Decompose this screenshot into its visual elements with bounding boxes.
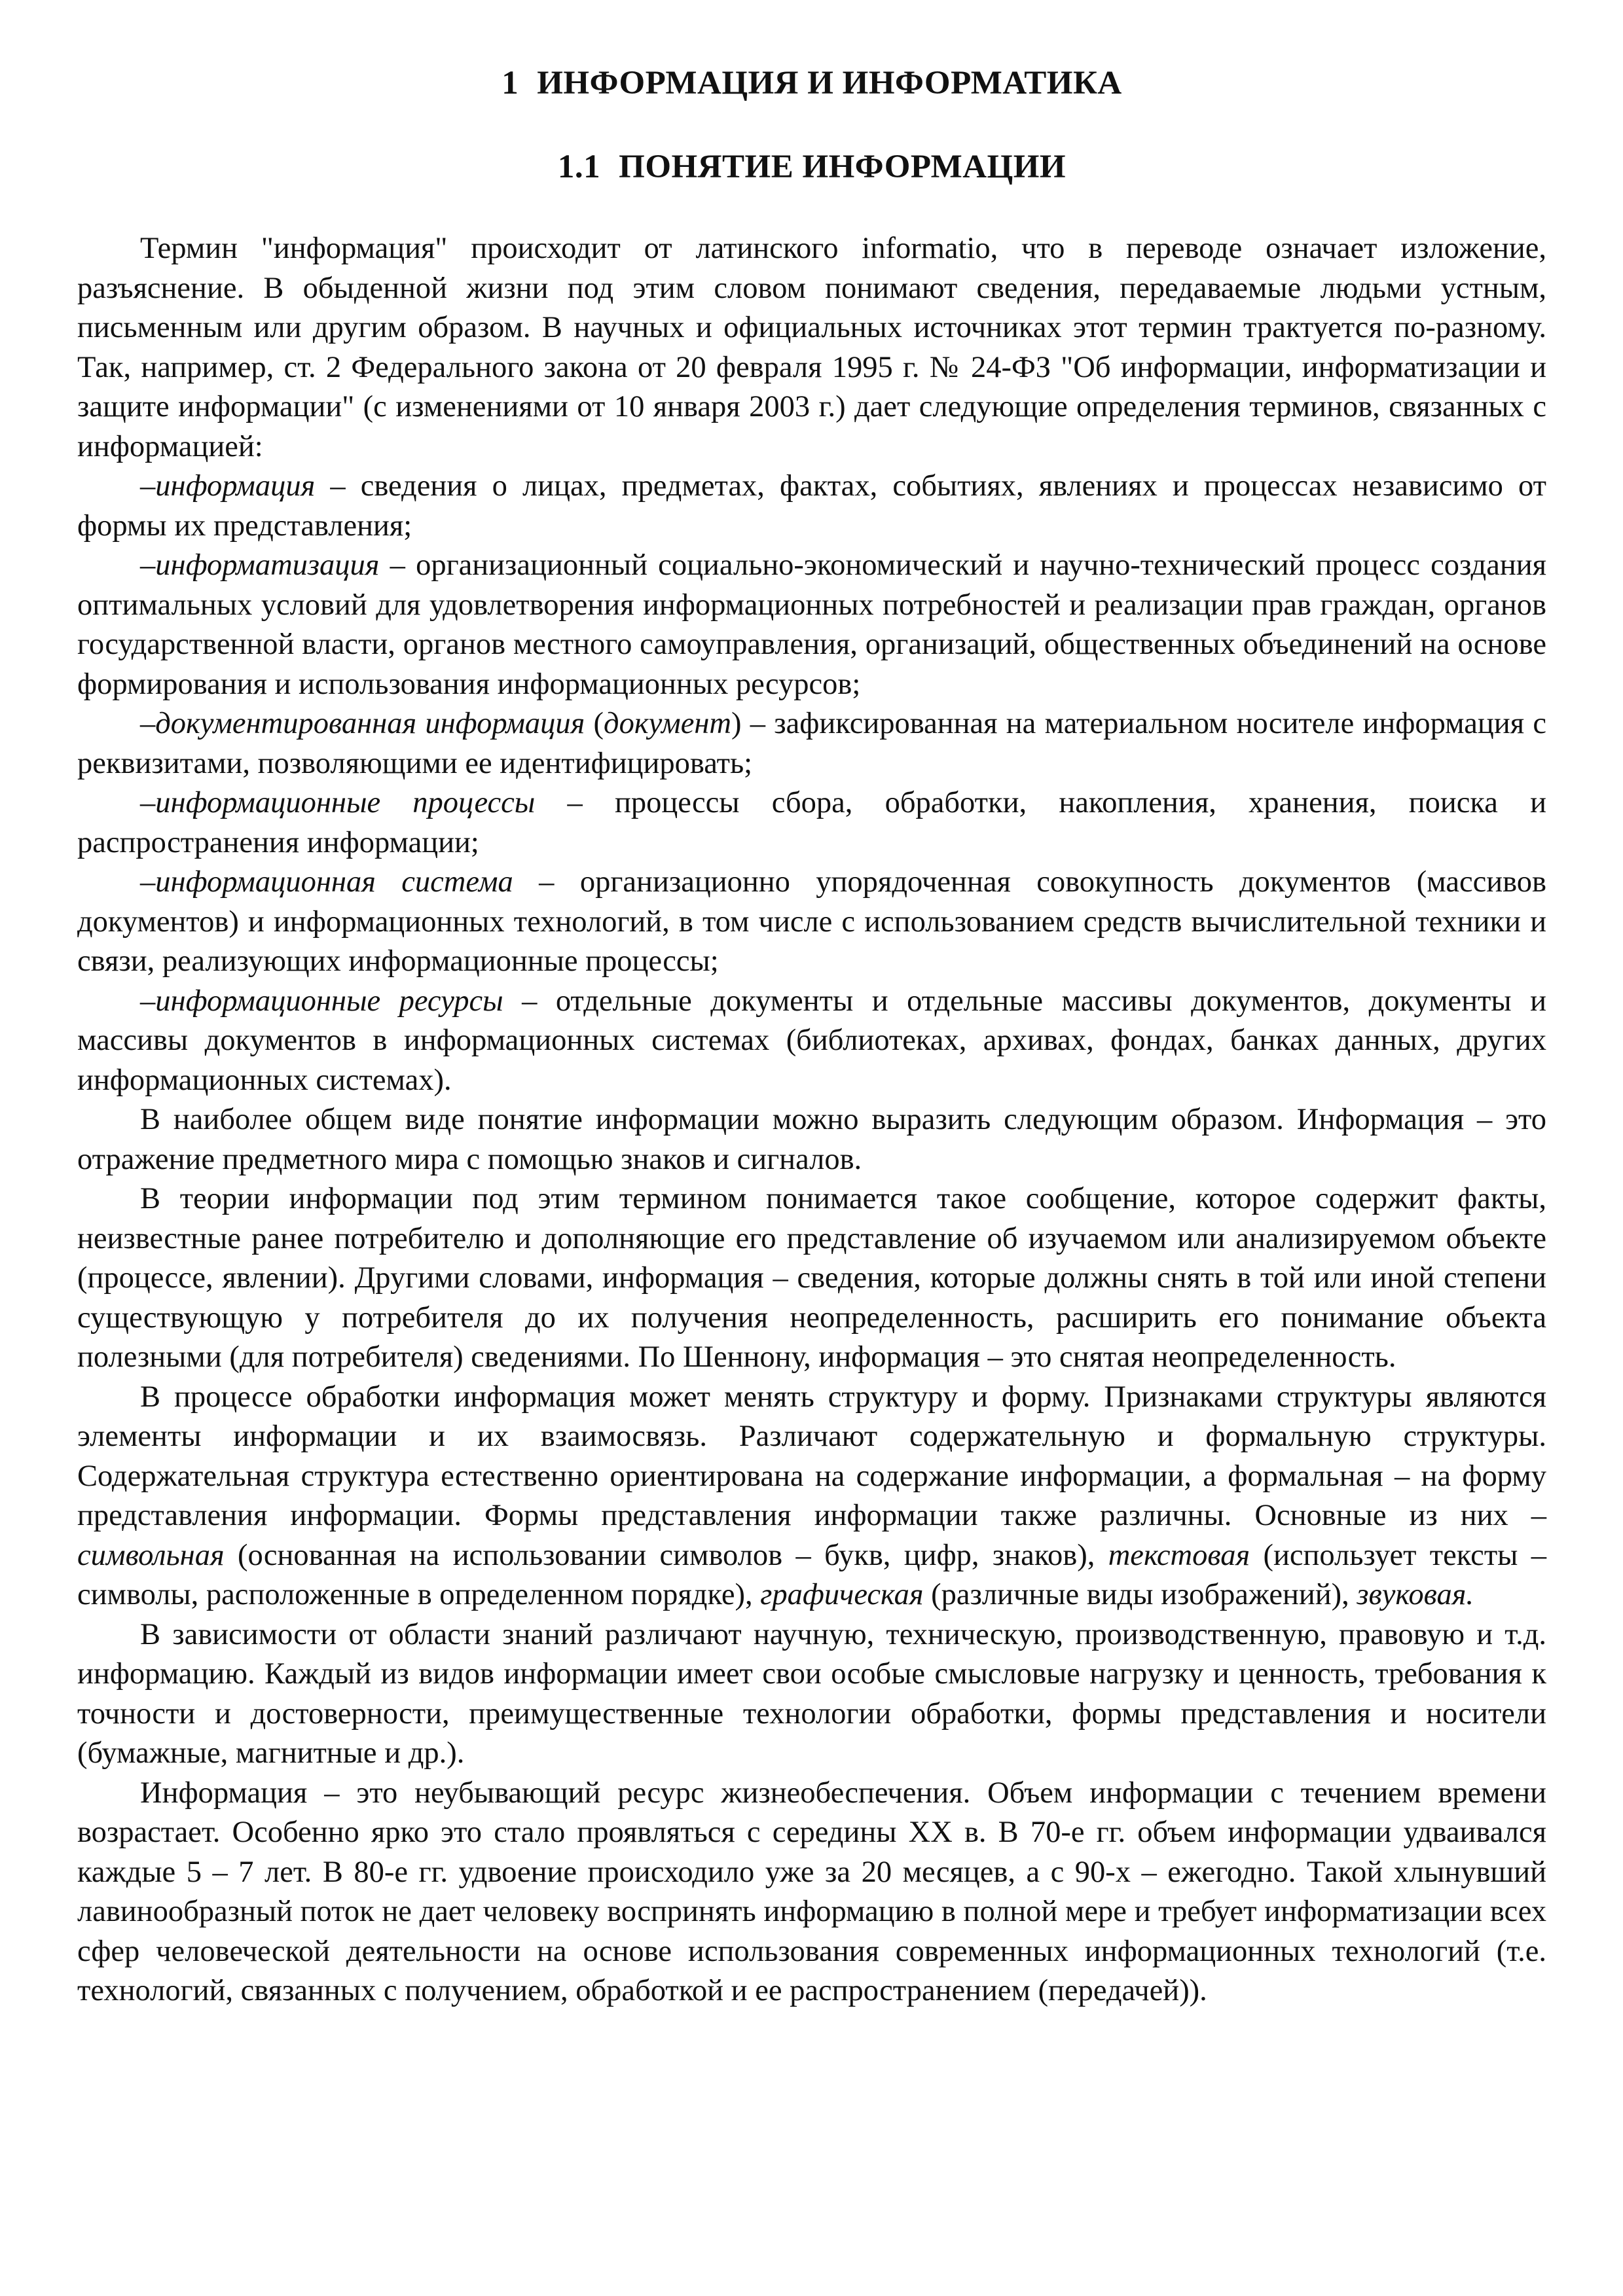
definition-text: – сведения о лицах, предметах, фактах, событиях, явлениях и процессах независимо от формы их представления; bbox=[77, 469, 1546, 543]
definition-item bbox=[77, 546, 1546, 704]
text-run: В процессе обработки информация может менять структуру и форму. Признаками структуры являются элементы информации и их взаимосвязь. Различают содержательную и формальную структуры. Содержательная структура естественно ориентирована на содержание информации, а формальная – на форму представления информации. Формы представления информации также различны. Основные из них – bbox=[77, 1380, 1546, 1532]
definition-term: –информационные ресурсы bbox=[140, 984, 503, 1018]
chapter-heading bbox=[77, 60, 1546, 106]
form-term-symbolic: символьная bbox=[77, 1538, 225, 1572]
definition-text: – процессы сбора, обработки, накопления, хранения, поиска и распространения информации; bbox=[77, 786, 1546, 859]
form-term-text: текстовая bbox=[1108, 1538, 1250, 1572]
definition-item bbox=[77, 467, 1546, 546]
definition-term: –информационная система bbox=[140, 865, 513, 899]
definition-item bbox=[77, 982, 1546, 1101]
paragraph-knowledge-areas: В зависимости от области знаний различают научную, техническую, производственную, правовую и т.д. информацию. Каждый из видов информации имеет свои особые смысловые нагрузку и ценность, требования к точности и достоверности, преимущественные технологии обработки, формы представления и носители (бумажные, магнитные и др.). bbox=[77, 1617, 1546, 1770]
definition-text: – организационно упорядоченная совокупность документов (массивов документов) и информационных технологий, в том числе с использованием средств вычислительной техники и связи, реализующих информационные процессы; bbox=[77, 865, 1546, 978]
definition-text: – зафиксированная на материальном носителе информация с реквизитами, позволяющими ее идентифицировать; bbox=[77, 707, 1546, 780]
definition-item bbox=[77, 863, 1546, 982]
chapter-title: ИНФОРМАЦИЯ И ИНФОРМАТИКА bbox=[537, 65, 1122, 101]
definition-term: –информатизация bbox=[140, 548, 380, 582]
definition-text: – отдельные документы и отдельные массивы документов, документы и массивы документов в информационных системах (библиотеках, архивах, фондах, банках данных, других информационных системах). bbox=[77, 984, 1546, 1097]
document-page bbox=[77, 60, 1546, 2011]
form-term-graphic: графическая bbox=[760, 1578, 924, 1611]
definition-item bbox=[77, 704, 1546, 783]
form-term-sound: звуковая. bbox=[1357, 1578, 1474, 1611]
definition-paren-close: ) bbox=[731, 707, 742, 740]
section-heading bbox=[77, 144, 1546, 190]
text-run: (использует тексты – символы, расположенные в определенном порядке), bbox=[77, 1538, 1546, 1611]
text-run: (основанная на использовании символов – букв, цифр, знаков), bbox=[224, 1538, 1108, 1572]
section-title: ПОНЯТИЕ ИНФОРМАЦИИ bbox=[619, 149, 1067, 185]
definition-text: – организационный социально-экономический и научно-технический процесс создания оптимальных условий для удовлетворения информационных потребностей и реализации прав граждан, органов государственной власти, органов местного самоуправления, организаций, общественных объединений на основе формирования и использования информационных ресурсов; bbox=[77, 548, 1546, 701]
definition-paren-open: ( bbox=[585, 707, 604, 740]
text-run: (различные виды изображений), bbox=[923, 1578, 1357, 1611]
paragraph-information-theory: В теории информации под этим термином понимается такое сообщение, которое содержит факты, неизвестные ранее потребителю и дополняющие его представление об изучаемом или анализируемом объекте (процессе, явлении). Другими словами, информация – сведения, которые должны снять в той или иной степени существующую у потребителя до их получения неопределенность, расширить его понимание объекта полезными (для потребителя) сведениями. По Шеннону, информация – это снятая неопределенность. bbox=[77, 1182, 1546, 1374]
paragraph-intro: Термин "информация" происходит от латинского informatio, что в переводе означает изложение, разъяснение. В обыденной жизни под этим словом понимают сведения, передаваемые людьми устным, письменным или другим образом. В научных и официальных источниках этот термин трактуется по-разному. Так, например, ст. 2 Федерального закона от 20 февраля 1995 г. № 24-ФЗ "Об информации, информатизации и защите информации" (с изменениями от 10 января 2003 г.) дает следующие определения терминов, связанных с информацией: bbox=[77, 232, 1546, 463]
section-number: 1.1 bbox=[557, 149, 601, 185]
paragraph-general-definition: В наиболее общем виде понятие информации можно выразить следующим образом. Информация – это отражение предметного мира с помощью знаков и сигналов. bbox=[77, 1103, 1546, 1176]
chapter-number: 1 bbox=[501, 65, 519, 101]
definition-term: –информация bbox=[140, 469, 316, 503]
definition-item bbox=[77, 783, 1546, 863]
paragraph-resource-growth: Информация – это неубывающий ресурс жизнеобеспечения. Объем информации с течением времени возрастает. Особенно ярко это стало проявляться с середины XX в. В 70-е гг. объем информации удваивался каждые 5 – 7 лет. В 80-е гг. удвоение происходило уже за 20 месяцев, а с 90-х – ежегодно. Такой хлынувший лавинообразный поток не дает человеку воспринять информацию в полной мере и требует информатизации всех сфер человеческой деятельности на основе использования современных информационных технологий (т.е. технологий, связанных с получением, обработкой и ее распространением (передачей)). bbox=[77, 1776, 1546, 2007]
definition-term: –документированная информация bbox=[140, 707, 585, 740]
paragraph-structure-forms bbox=[77, 1378, 1546, 1615]
definition-term: –информационные процессы bbox=[140, 786, 536, 819]
definition-term-alias: документ bbox=[604, 707, 732, 740]
